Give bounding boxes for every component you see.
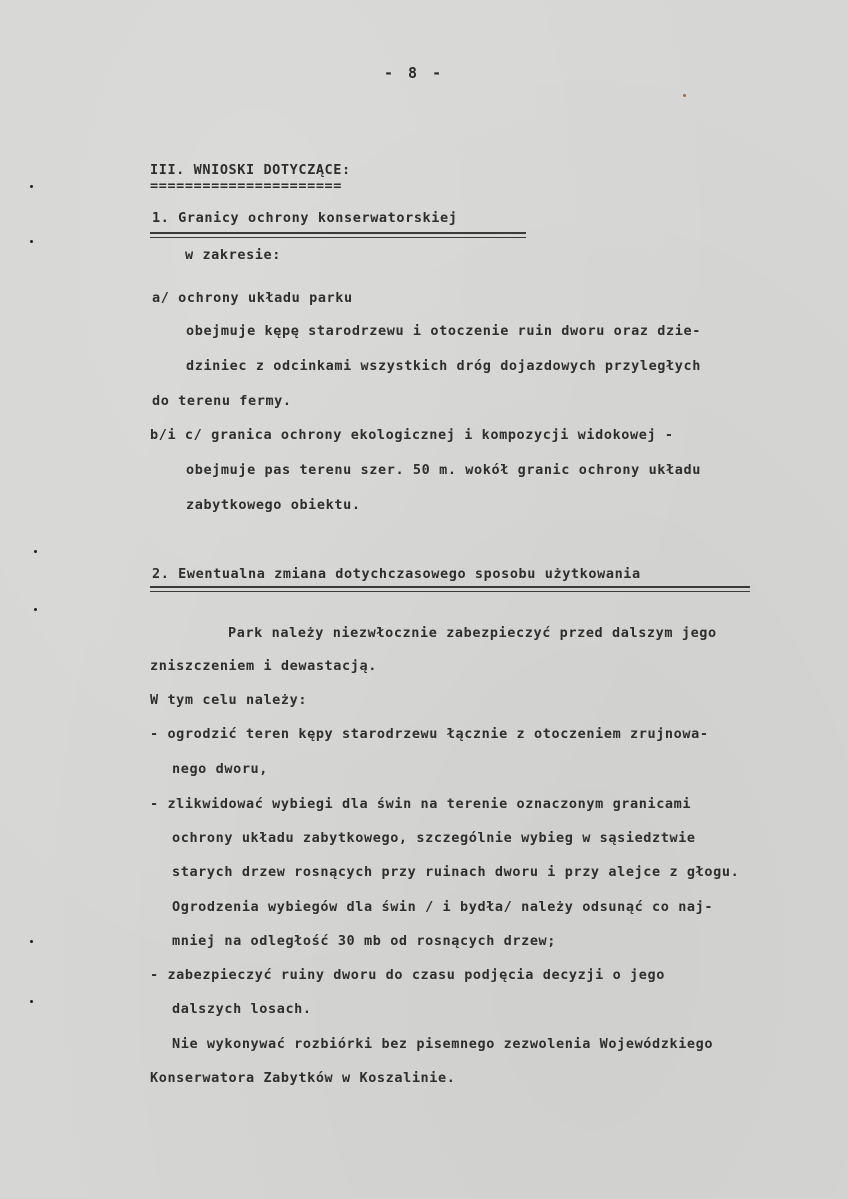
subsection-1-line: b/i c/ granica ochrony ekologicznej i kompozycji widokowej - — [150, 427, 674, 443]
subsection-1-scope-label: w zakresie: — [185, 247, 282, 263]
subsection-1-line: obejmuje pas terenu szer. 50 m. wokół granic ochrony układu — [186, 462, 701, 478]
subsection-2-line: Park należy niezwłocznie zabezpieczyć przed dalszym jego — [228, 625, 717, 641]
subsection-1-line: a/ ochrony układu parku — [152, 290, 353, 306]
subsection-2-title: 2. Ewentualna zmiana dotychczasowego sposobu użytkowania — [152, 566, 641, 582]
subsection-1-title: 1. Granicy ochrony konserwatorskiej — [152, 210, 458, 226]
subsection-2-line: W tym celu należy: — [150, 692, 308, 708]
subsection-2-line: mniej na odległość 30 mb od rosnących drzew; — [172, 933, 557, 949]
subsection-2-line: Konserwatora Zabytków w Koszalinie. — [150, 1070, 456, 1086]
margin-mark — [30, 940, 33, 943]
margin-mark — [30, 185, 33, 188]
subsection-2-line: Ogrodzenia wybiegów dla świn / i bydła/ należy odsunąć co naj- — [172, 899, 714, 915]
subsection-2-line: nego dworu, — [172, 761, 269, 777]
subsection-1-underline — [150, 232, 526, 234]
subsection-2-line: - zabezpieczyć ruiny dworu do czasu podjęcia decyzji o jego — [150, 967, 665, 983]
section-heading-underline: ====================== — [150, 178, 343, 194]
margin-mark — [34, 550, 37, 553]
subsection-2-line: Nie wykonywać rozbiórki bez pisemnego zezwolenia Wojewódzkiego — [172, 1036, 714, 1052]
subsection-2-underline — [150, 586, 750, 588]
subsection-2-line: - zlikwidować wybiegi dla świn na terenie oznaczonym granicami — [150, 796, 692, 812]
margin-mark — [30, 1000, 33, 1003]
subsection-2-underline-2 — [150, 591, 750, 592]
subsection-1-line: obejmuje kępę starodrzewu i otoczenie ruin dworu oraz dzie- — [186, 323, 701, 339]
subsection-2-line: dalszych losach. — [172, 1001, 312, 1017]
subsection-2-line: zniszczeniem i dewastacją. — [150, 658, 377, 674]
margin-mark — [34, 608, 37, 611]
subsection-1-line: do terenu fermy. — [152, 393, 292, 409]
subsection-1-underline-2 — [150, 237, 526, 238]
subsection-1-line: zabytkowego obiektu. — [186, 497, 361, 513]
section-heading: III. WNIOSKI DOTYCZĄCE: — [150, 162, 351, 178]
subsection-2-line: starych drzew rosnących przy ruinach dworu i przy alejce z głogu. — [172, 864, 740, 880]
subsection-1-line: dziniec z odcinkami wszystkich dróg dojazdowych przyległych — [186, 358, 701, 374]
margin-mark — [30, 240, 33, 243]
page-number: - 8 - — [384, 64, 445, 82]
paper-speck — [683, 94, 686, 97]
subsection-2-line: - ogrodzić teren kępy starodrzewu łącznie z otoczeniem zrujnowa- — [150, 726, 709, 742]
subsection-2-line: ochrony układu zabytkowego, szczególnie wybieg w sąsiedztwie — [172, 830, 696, 846]
